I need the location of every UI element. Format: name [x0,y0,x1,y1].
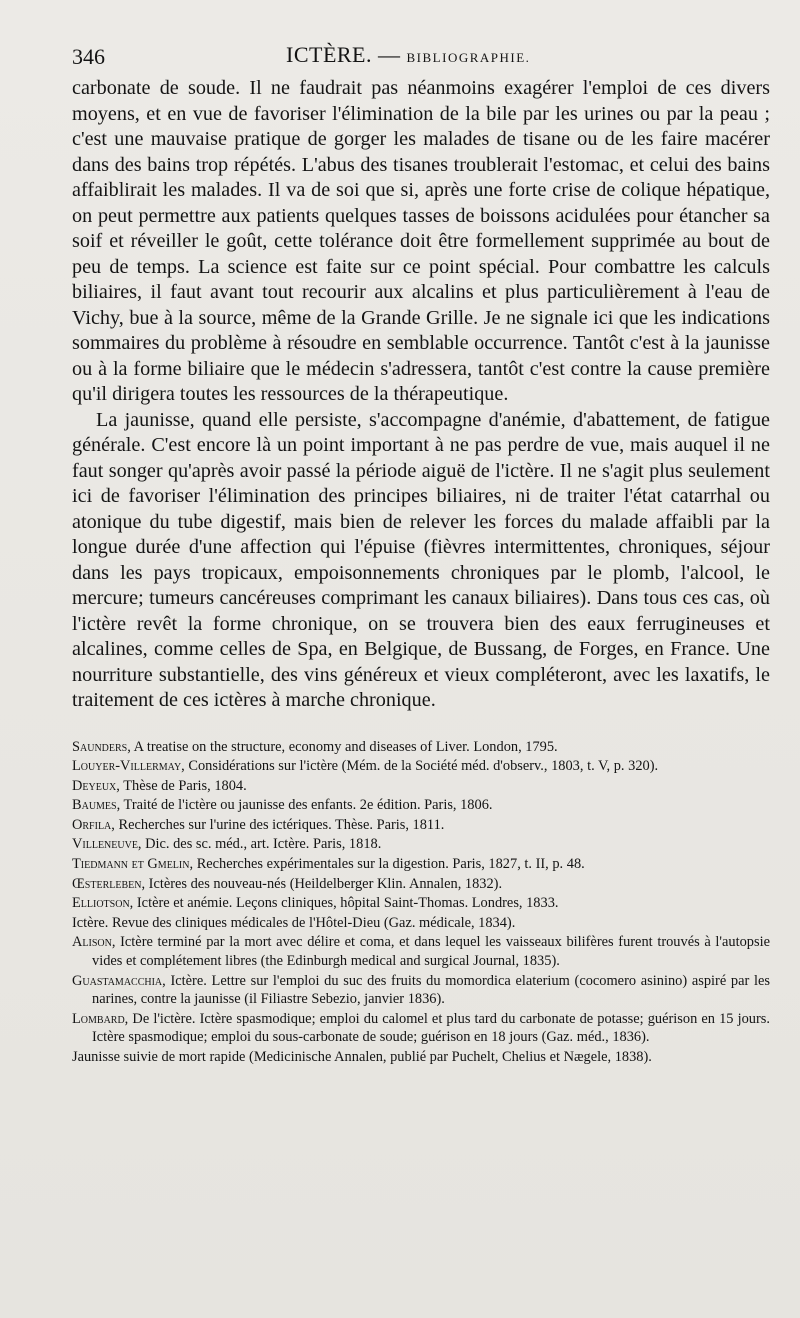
bibliography-text: Recherches expérimentales sur la digestion. Paris, 1827, t. II, p. 48. [196,856,585,873]
bibliography-text: Traité de l'ictère ou jaunisse des enfants. 2e édition. Paris, 1806. [123,797,493,814]
bibliography-entry [72,738,770,757]
bibliography-entry [72,835,770,854]
bibliography-entry [72,933,770,970]
bibliography-text: Dic. des sc. méd., art. Ictère. Paris, 1818. [145,836,382,853]
bibliography-author: Guastamacchia, [72,972,166,989]
bibliography-entry [72,757,770,776]
bibliography-entry [72,1048,770,1067]
bibliography-text: Recherches sur l'urine des ictériques. Thèse. Paris, 1811. [118,816,445,833]
bibliography-author: Deyeux, [72,777,120,794]
bibliography-list [72,738,770,1067]
bibliography-author: Louyer-Villermay, [72,758,185,775]
bibliography-text: Ictère terminé par la mort avec délire et coma, et dans lequel les vaisseaux bilifères furent trouvés à l'autopsie vides et complétement libres (the Edinburgh medical and surgical Journal, 1835). [92,934,770,970]
paragraph: carbonate de soude. Il ne faudrait pas néanmoins exagérer l'emploi de ces divers moyens, et en vue de favoriser l'élimination de la bile par les urines ou par la peau ; c'est une mauvaise pratique de gorger les malades de tisane ou de les faire macérer dans des bains trop répétés. L'abus des tisanes troublerait l'estomac, et celui des bains affaiblirait les malades. Il va de soi que si, après une forte crise de colique hépatique, on peut permettre aux patients quelques tasses de boissons acidulées pour étancher sa soif et réveiller le goût, cette tolérance doit être formellement supprimée au bout de peu de temps. La science est faite sur ce point spécial. Pour combattre les calculs biliaires, il faut avant tout recourir aux alcalins et plus particulièrement à l'eau de Vichy, bue à la source, même de la Grande Grille. Je ne signale ici que les indications sommaires du problème à résoudre en semblable occurrence. Tantôt c'est à la jaunisse ou à la forme biliaire que le médecin s'adressera, tantôt c'est contre la cause première qu'il dirigera toutes les ressources de la thérapeutique. [72,77,770,405]
bibliography-author: Lombard, [72,1010,129,1027]
running-title-main: ICTÈRE. [286,42,372,67]
bibliography-text: A treatise on the structure, economy and diseases of Liver. London, 1795. [133,738,558,755]
running-header [72,36,770,76]
bibliography-author: Tiedmann et Gmelin, [72,856,194,873]
running-title-subtitle: BIBLIOGRAPHIE. [406,50,531,65]
bibliography-author: Orfila, [72,816,115,833]
running-title [286,42,530,68]
running-title-dash: — [378,42,401,67]
main-text [72,76,770,714]
bibliography-author: Alison, [72,934,116,951]
paragraph: La jaunisse, quand elle persiste, s'accompagne d'anémie, d'abattement, de fatigue générale. C'est encore là un point important à ne pas perdre de vue, mais auquel il ne faut songer qu'après avoir passé la période aiguë de l'ictère. Il ne s'agit plus seulement ici de favoriser l'élimination des principes biliaires, ni de traiter l'état catarrhal ou atonique du tube digestif, mais bien de relever les forces du malade affaibli par la longue durée d'une affection qui l'épuise (fièvres intermittentes, chroniques, séjour dans les pays tropicaux, empoisonnements chroniques par le plomb, l'alcool, le mercure; tumeurs cancéreuses comprimant les canaux biliaires). Dans tous ces cas, où l'ictère revêt la forme chronique, on se trouvera bien des eaux ferrugineuses et alcalines, comme celles de Spa, en Belgique, de Bussang, de Forges, en France. Une nourriture substantielle, des vins généreux et vieux compléteront, avec les laxatifs, le traitement de ces ictères à marche chronique. [72,408,770,711]
bibliography-entry [72,914,770,933]
bibliography-entry [72,777,770,796]
bibliography-entry [72,875,770,894]
bibliography-text: Ictère et anémie. Leçons cliniques, hôpital Saint-Thomas. Londres, 1833. [136,895,559,912]
page-number: 346 [72,44,105,69]
bibliography-text: Considérations sur l'ictère (Mém. de la Société méd. d'observ., 1803, t. V, p. 320). [188,758,659,775]
bibliography-entry [72,816,770,835]
bibliography-text: Jaunisse suivie de mort rapide (Medicinische Annalen, publié par Puchelt, Chelius et Nægele, 1838). [72,1049,652,1065]
bibliography-author: Villeneuve, [72,836,142,853]
bibliography-entry [72,1010,770,1047]
bibliography-author: Œsterleben, [72,875,146,892]
bibliography-text: De l'ictère. Ictère spasmodique; emploi du calomel et plus tard du carbonate de potasse; guérison en 15 jours. Ictère spasmodique; emploi du sous-carbonate de soude; guérison en 18 jours (Gaz. méd., 1836). [92,1010,770,1046]
bibliography-entry [72,894,770,913]
bibliography-text: Ictère. Lettre sur l'emploi du suc des fruits du momordica elaterium (cocomero asinino) aspiré par les narines, contre la jaunisse (il Filiastre Sebezio, janvier 1836). [92,972,770,1008]
bibliography-author: Baumes, [72,797,121,814]
bibliography-text: Ictère. Revue des cliniques médicales de l'Hôtel-Dieu (Gaz. médicale, 1834). [72,914,516,931]
bibliography-entry [72,796,770,815]
bibliography-text: Thèse de Paris, 1804. [123,777,247,794]
bibliography-author: Saunders, [72,738,131,755]
bibliography-author: Elliotson, [72,895,134,912]
bibliography-entry [72,972,770,1009]
bibliography-text: Ictères des nouveau-nés (Heildelberger Klin. Annalen, 1832). [148,875,503,892]
bibliography-entry [72,855,770,874]
